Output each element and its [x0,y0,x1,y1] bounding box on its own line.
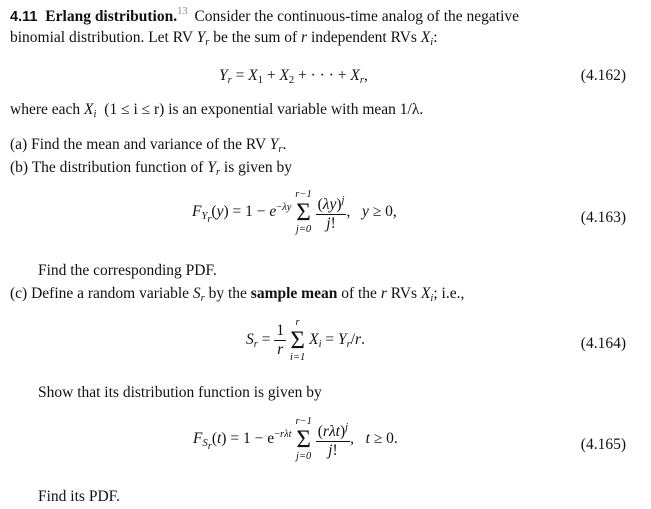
equation-number-4-162: (4.162) [580,67,626,84]
equation-4-165: $F_{S_r}(t) = 1 - e^{-r\lambda t}$ r−1 Σ j=0 $\frac{(r\lambda t)^j}{j!}$ , t ≥ 0. [193,416,398,462]
fraction: $\frac{(r\lambda t)^j}{j!}$ [317,422,349,459]
footnote-mark: 13 [177,6,188,17]
equation-4-164: $S_r$ = $\frac{1}{r}$ r Σ i=1 $X_i = Y_r/r$. [246,317,365,363]
intro-text: Consider the continuous-time analog of the negative [194,8,520,25]
summation-sign: r−1 Σ j=0 [295,416,312,462]
equation-number-4-165: (4.165) [580,436,626,453]
find-corresponding-pdf: Find the corresponding PDF. [38,262,217,279]
fraction: $\frac{(\lambda y)^j}{j!}$ [317,195,345,232]
show-that: Show that its distribution function is given by [38,384,322,401]
equation-number-4-164: (4.164) [580,335,626,352]
find-its-pdf: Find its PDF. [38,488,120,505]
part-c: (c) Define a random variable $S_r$ by the sample mean of the r RVs $X_i$; i.e., [10,285,465,304]
fraction: $\frac{1}{r}$ [276,322,285,358]
intro-line-2: binomial distribution. Let RV $Y_r$ be the sum of r independent RVs $X_i$: [10,29,438,48]
equation-number-4-163: (4.163) [580,209,626,226]
problem-number: 4.11 [10,9,38,25]
summation-sign: r−1 Σ j=0 [295,189,312,235]
problem-header [10,6,519,26]
part-b: (b) The distribution function of $Y_r$ is given by [10,159,292,178]
equation-4-163: $F_{Y_r}(y) = 1 - e^{-\lambda y}$ r−1 Σ j=0 $\frac{(\lambda y)^j}{j!}$ , y ≥ 0, [192,189,397,235]
exponential-description: where each $X_i$ (1 ≤ i ≤ r) is an exponential variable with mean 1/λ. [10,101,424,120]
equation-4-162: $Y_r = X_1 + X_2$ + · · · + $X_r$, [219,67,368,86]
summation-sign: r Σ i=1 [289,317,306,363]
part-a: (a) Find the mean and variance of the RV $Y_r$. [10,136,287,155]
problem-title: Erlang distribution. [45,8,178,25]
